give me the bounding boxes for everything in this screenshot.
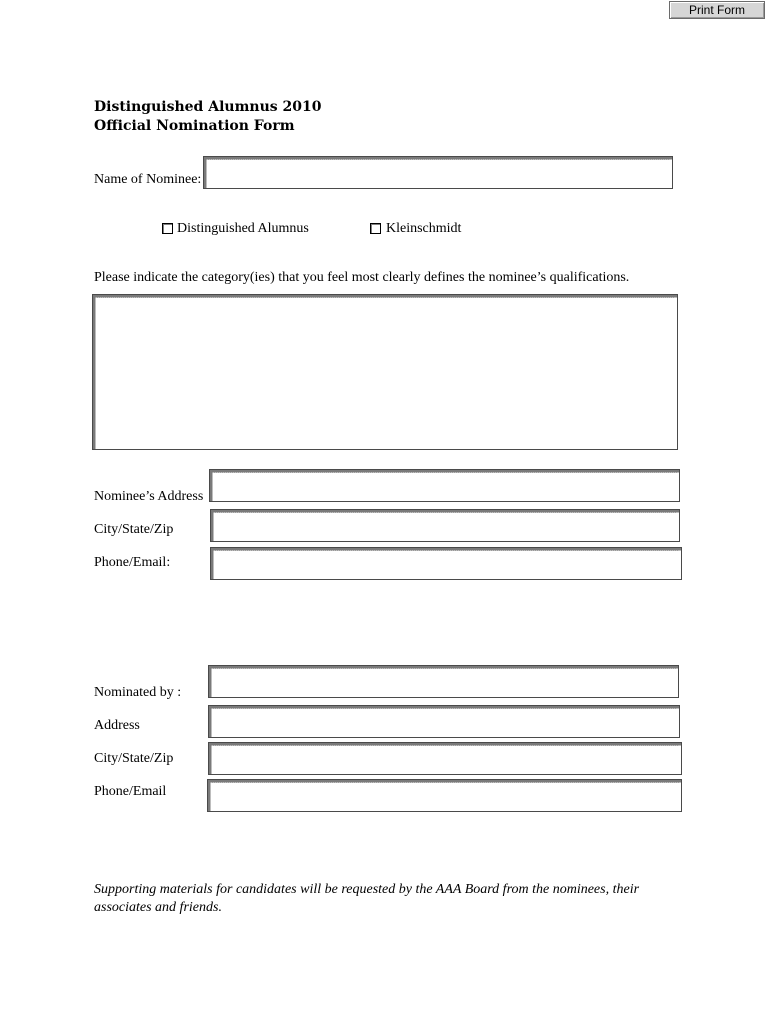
- category-prompt: Please indicate the category(ies) that you feel most clearly defines the nominee’s qualifications.: [94, 270, 630, 285]
- kleinschmidt-checkbox[interactable]: [370, 223, 381, 234]
- kleinschmidt-label: Kleinschmidt: [386, 221, 462, 236]
- form-title-line-2: Official Nomination Form: [94, 118, 295, 134]
- distinguished-alumnus-checkbox[interactable]: [162, 223, 173, 234]
- nominated-by-field[interactable]: [208, 665, 679, 698]
- nominee-phone-field[interactable]: [210, 547, 682, 580]
- nominator-address-field[interactable]: [208, 705, 680, 738]
- nominee-phone-label: Phone/Email:: [94, 555, 171, 570]
- nominee-address-field[interactable]: [209, 469, 680, 502]
- nominator-city-label: City/State/Zip: [94, 751, 174, 766]
- nominator-city-field[interactable]: [208, 742, 682, 775]
- nominated-by-label: Nominated by :: [94, 685, 182, 700]
- nominator-phone-field[interactable]: [207, 779, 682, 812]
- supporting-materials-note: Supporting materials for candidates will be requested by the AAA Board from the nominees, their associates and friends.: [94, 882, 640, 915]
- nominee-name-label: Name of Nominee:: [94, 172, 202, 187]
- form-title-line-1: Distinguished Alumnus 2010: [94, 99, 322, 115]
- nominee-city-field[interactable]: [210, 509, 680, 542]
- nominator-phone-label: Phone/Email: [94, 784, 167, 799]
- nominee-city-label: City/State/Zip: [94, 522, 174, 537]
- form-title: [94, 98, 321, 136]
- nominator-address-label: Address: [94, 718, 140, 733]
- category-textarea[interactable]: [92, 294, 678, 450]
- nominee-name-field[interactable]: [203, 156, 673, 189]
- nominee-address-label: Nominee’s Address: [94, 489, 204, 504]
- print-form-button[interactable]: Print Form: [669, 1, 765, 19]
- distinguished-alumnus-label: Distinguished Alumnus: [177, 221, 309, 236]
